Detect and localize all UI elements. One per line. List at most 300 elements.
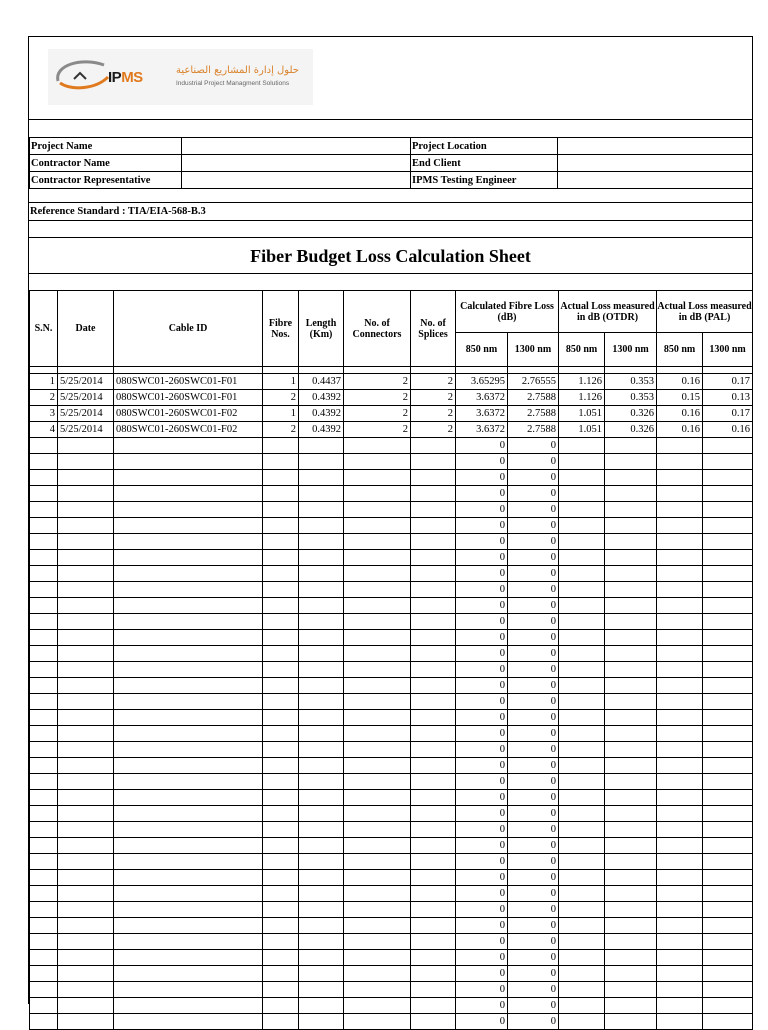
connectors-cell[interactable] [344, 470, 411, 486]
fibre-cell[interactable] [263, 454, 299, 470]
connectors-cell[interactable] [344, 774, 411, 790]
cable-id-cell[interactable] [114, 918, 263, 934]
pal-850-cell[interactable] [657, 822, 703, 838]
length-cell[interactable] [299, 886, 344, 902]
pal-850-cell[interactable] [657, 566, 703, 582]
connectors-cell[interactable] [344, 582, 411, 598]
length-cell[interactable]: 0.4392 [299, 422, 344, 438]
otdr-850-cell[interactable] [559, 966, 605, 982]
fibre-cell[interactable] [263, 630, 299, 646]
pal-1300-cell[interactable] [703, 534, 753, 550]
length-cell[interactable] [299, 550, 344, 566]
calc-850-cell[interactable]: 0 [456, 710, 508, 726]
fibre-cell[interactable] [263, 870, 299, 886]
date-cell[interactable] [58, 822, 114, 838]
cable-id-cell[interactable] [114, 550, 263, 566]
connectors-cell[interactable] [344, 454, 411, 470]
date-cell[interactable] [58, 982, 114, 998]
pal-1300-cell[interactable] [703, 694, 753, 710]
connectors-cell[interactable]: 2 [344, 374, 411, 390]
connectors-cell[interactable] [344, 518, 411, 534]
pal-850-cell[interactable] [657, 582, 703, 598]
fibre-cell[interactable]: 1 [263, 406, 299, 422]
sn-cell[interactable] [30, 438, 58, 454]
otdr-850-cell[interactable] [559, 902, 605, 918]
calc-850-cell[interactable]: 0 [456, 854, 508, 870]
calc-850-cell[interactable]: 0 [456, 950, 508, 966]
otdr-850-cell[interactable] [559, 534, 605, 550]
length-cell[interactable] [299, 726, 344, 742]
sn-cell[interactable] [30, 662, 58, 678]
length-cell[interactable] [299, 950, 344, 966]
sn-cell[interactable] [30, 822, 58, 838]
fibre-cell[interactable] [263, 534, 299, 550]
calc-850-cell[interactable]: 0 [456, 758, 508, 774]
connectors-cell[interactable] [344, 486, 411, 502]
otdr-850-cell[interactable] [559, 982, 605, 998]
splices-cell[interactable]: 2 [411, 422, 456, 438]
length-cell[interactable] [299, 998, 344, 1014]
calc-1300-cell[interactable]: 0 [508, 966, 559, 982]
length-cell[interactable] [299, 710, 344, 726]
fibre-cell[interactable] [263, 566, 299, 582]
date-cell[interactable] [58, 662, 114, 678]
fibre-cell[interactable] [263, 710, 299, 726]
otdr-1300-cell[interactable] [605, 502, 657, 518]
connectors-cell[interactable] [344, 838, 411, 854]
sn-cell[interactable] [30, 870, 58, 886]
otdr-850-cell[interactable] [559, 758, 605, 774]
otdr-1300-cell[interactable] [605, 550, 657, 566]
cable-id-cell[interactable] [114, 758, 263, 774]
otdr-850-cell[interactable] [559, 854, 605, 870]
connectors-cell[interactable] [344, 742, 411, 758]
length-cell[interactable]: 0.4392 [299, 406, 344, 422]
otdr-850-cell[interactable] [559, 486, 605, 502]
date-cell[interactable] [58, 774, 114, 790]
sn-cell[interactable] [30, 854, 58, 870]
pal-1300-cell[interactable] [703, 1014, 753, 1030]
date-cell[interactable] [58, 582, 114, 598]
contractor-rep-field[interactable] [182, 172, 411, 189]
pal-850-cell[interactable] [657, 454, 703, 470]
otdr-1300-cell[interactable]: 0.353 [605, 390, 657, 406]
pal-850-cell[interactable] [657, 758, 703, 774]
pal-1300-cell[interactable] [703, 614, 753, 630]
pal-1300-cell[interactable] [703, 710, 753, 726]
splices-cell[interactable] [411, 758, 456, 774]
date-cell[interactable] [58, 486, 114, 502]
pal-850-cell[interactable]: 0.16 [657, 374, 703, 390]
calc-850-cell[interactable]: 0 [456, 470, 508, 486]
sn-cell[interactable] [30, 518, 58, 534]
cable-id-cell[interactable] [114, 838, 263, 854]
calc-1300-cell[interactable]: 0 [508, 758, 559, 774]
sn-cell[interactable] [30, 614, 58, 630]
calc-850-cell[interactable]: 0 [456, 838, 508, 854]
connectors-cell[interactable] [344, 662, 411, 678]
otdr-1300-cell[interactable]: 0.326 [605, 406, 657, 422]
splices-cell[interactable] [411, 934, 456, 950]
date-cell[interactable] [58, 502, 114, 518]
length-cell[interactable] [299, 982, 344, 998]
date-cell[interactable] [58, 518, 114, 534]
calc-1300-cell[interactable]: 0 [508, 886, 559, 902]
connectors-cell[interactable] [344, 854, 411, 870]
otdr-1300-cell[interactable] [605, 998, 657, 1014]
splices-cell[interactable] [411, 662, 456, 678]
splices-cell[interactable] [411, 550, 456, 566]
otdr-1300-cell[interactable] [605, 934, 657, 950]
connectors-cell[interactable] [344, 614, 411, 630]
sn-cell[interactable] [30, 646, 58, 662]
splices-cell[interactable] [411, 614, 456, 630]
connectors-cell[interactable] [344, 918, 411, 934]
calc-850-cell[interactable]: 0 [456, 982, 508, 998]
calc-1300-cell[interactable]: 0 [508, 902, 559, 918]
cable-id-cell[interactable] [114, 950, 263, 966]
calc-1300-cell[interactable]: 0 [508, 710, 559, 726]
otdr-1300-cell[interactable] [605, 534, 657, 550]
otdr-850-cell[interactable] [559, 950, 605, 966]
splices-cell[interactable] [411, 566, 456, 582]
connectors-cell[interactable]: 2 [344, 422, 411, 438]
otdr-1300-cell[interactable] [605, 870, 657, 886]
length-cell[interactable] [299, 918, 344, 934]
fibre-cell[interactable]: 2 [263, 390, 299, 406]
splices-cell[interactable] [411, 438, 456, 454]
calc-850-cell[interactable]: 0 [456, 550, 508, 566]
calc-850-cell[interactable]: 0 [456, 790, 508, 806]
length-cell[interactable] [299, 582, 344, 598]
sn-cell[interactable] [30, 470, 58, 486]
splices-cell[interactable] [411, 726, 456, 742]
pal-850-cell[interactable] [657, 902, 703, 918]
splices-cell[interactable] [411, 518, 456, 534]
otdr-850-cell[interactable]: 1.126 [559, 390, 605, 406]
calc-1300-cell[interactable]: 0 [508, 694, 559, 710]
date-cell[interactable] [58, 438, 114, 454]
otdr-850-cell[interactable] [559, 694, 605, 710]
sn-cell[interactable] [30, 998, 58, 1014]
calc-1300-cell[interactable]: 0 [508, 1014, 559, 1030]
calc-850-cell[interactable]: 0 [456, 742, 508, 758]
calc-1300-cell[interactable]: 0 [508, 582, 559, 598]
calc-1300-cell[interactable]: 0 [508, 518, 559, 534]
otdr-850-cell[interactable] [559, 886, 605, 902]
calc-850-cell[interactable]: 0 [456, 726, 508, 742]
fibre-cell[interactable] [263, 982, 299, 998]
otdr-1300-cell[interactable] [605, 822, 657, 838]
length-cell[interactable] [299, 662, 344, 678]
fibre-cell[interactable]: 1 [263, 374, 299, 390]
calc-1300-cell[interactable]: 0 [508, 614, 559, 630]
splices-cell[interactable] [411, 742, 456, 758]
calc-1300-cell[interactable]: 0 [508, 454, 559, 470]
connectors-cell[interactable] [344, 502, 411, 518]
pal-1300-cell[interactable] [703, 678, 753, 694]
pal-1300-cell[interactable] [703, 742, 753, 758]
otdr-850-cell[interactable]: 1.051 [559, 406, 605, 422]
calc-850-cell[interactable]: 3.6372 [456, 422, 508, 438]
fibre-cell[interactable] [263, 950, 299, 966]
fibre-cell[interactable] [263, 966, 299, 982]
fibre-cell[interactable] [263, 678, 299, 694]
date-cell[interactable]: 5/25/2014 [58, 374, 114, 390]
pal-1300-cell[interactable] [703, 566, 753, 582]
date-cell[interactable] [58, 742, 114, 758]
cable-id-cell[interactable] [114, 694, 263, 710]
pal-1300-cell[interactable] [703, 982, 753, 998]
calc-850-cell[interactable]: 0 [456, 870, 508, 886]
calc-1300-cell[interactable]: 0 [508, 998, 559, 1014]
splices-cell[interactable] [411, 534, 456, 550]
date-cell[interactable] [58, 870, 114, 886]
pal-850-cell[interactable] [657, 886, 703, 902]
testing-engineer-field[interactable] [558, 172, 753, 189]
calc-1300-cell[interactable]: 0 [508, 566, 559, 582]
sn-cell[interactable] [30, 454, 58, 470]
fibre-cell[interactable] [263, 598, 299, 614]
otdr-1300-cell[interactable] [605, 758, 657, 774]
fibre-cell[interactable] [263, 742, 299, 758]
date-cell[interactable] [58, 470, 114, 486]
pal-1300-cell[interactable] [703, 758, 753, 774]
calc-850-cell[interactable]: 0 [456, 678, 508, 694]
calc-850-cell[interactable]: 0 [456, 822, 508, 838]
splices-cell[interactable] [411, 806, 456, 822]
sn-cell[interactable] [30, 678, 58, 694]
pal-1300-cell[interactable] [703, 966, 753, 982]
date-cell[interactable] [58, 646, 114, 662]
splices-cell[interactable] [411, 470, 456, 486]
length-cell[interactable] [299, 1014, 344, 1030]
length-cell[interactable] [299, 822, 344, 838]
calc-850-cell[interactable]: 0 [456, 598, 508, 614]
splices-cell[interactable] [411, 886, 456, 902]
calc-1300-cell[interactable]: 0 [508, 822, 559, 838]
sn-cell[interactable] [30, 726, 58, 742]
calc-850-cell[interactable]: 0 [456, 630, 508, 646]
calc-1300-cell[interactable]: 0 [508, 598, 559, 614]
pal-850-cell[interactable] [657, 838, 703, 854]
length-cell[interactable] [299, 470, 344, 486]
pal-1300-cell[interactable]: 0.13 [703, 390, 753, 406]
cable-id-cell[interactable] [114, 470, 263, 486]
pal-850-cell[interactable] [657, 614, 703, 630]
calc-1300-cell[interactable]: 0 [508, 726, 559, 742]
pal-850-cell[interactable] [657, 806, 703, 822]
pal-1300-cell[interactable] [703, 454, 753, 470]
otdr-1300-cell[interactable] [605, 566, 657, 582]
otdr-1300-cell[interactable] [605, 726, 657, 742]
otdr-850-cell[interactable] [559, 502, 605, 518]
otdr-850-cell[interactable] [559, 662, 605, 678]
sn-cell[interactable] [30, 758, 58, 774]
calc-1300-cell[interactable]: 0 [508, 502, 559, 518]
connectors-cell[interactable] [344, 758, 411, 774]
splices-cell[interactable] [411, 582, 456, 598]
fibre-cell[interactable]: 2 [263, 422, 299, 438]
splices-cell[interactable]: 2 [411, 374, 456, 390]
connectors-cell[interactable] [344, 950, 411, 966]
otdr-850-cell[interactable] [559, 1014, 605, 1030]
connectors-cell[interactable] [344, 694, 411, 710]
fibre-cell[interactable] [263, 774, 299, 790]
fibre-cell[interactable] [263, 502, 299, 518]
sn-cell[interactable] [30, 838, 58, 854]
pal-850-cell[interactable] [657, 1014, 703, 1030]
length-cell[interactable] [299, 518, 344, 534]
cable-id-cell[interactable]: 080SWC01-260SWC01-F02 [114, 406, 263, 422]
otdr-850-cell[interactable] [559, 838, 605, 854]
project-name-field[interactable] [182, 138, 411, 155]
otdr-850-cell[interactable] [559, 598, 605, 614]
fibre-cell[interactable] [263, 438, 299, 454]
otdr-850-cell[interactable] [559, 582, 605, 598]
pal-850-cell[interactable] [657, 726, 703, 742]
calc-850-cell[interactable]: 3.6372 [456, 390, 508, 406]
sn-cell[interactable] [30, 806, 58, 822]
cable-id-cell[interactable] [114, 822, 263, 838]
otdr-850-cell[interactable] [559, 518, 605, 534]
cable-id-cell[interactable] [114, 566, 263, 582]
otdr-1300-cell[interactable] [605, 886, 657, 902]
pal-1300-cell[interactable] [703, 582, 753, 598]
otdr-1300-cell[interactable] [605, 790, 657, 806]
length-cell[interactable] [299, 966, 344, 982]
splices-cell[interactable] [411, 454, 456, 470]
calc-1300-cell[interactable]: 0 [508, 630, 559, 646]
otdr-1300-cell[interactable] [605, 582, 657, 598]
cable-id-cell[interactable] [114, 454, 263, 470]
splices-cell[interactable] [411, 486, 456, 502]
length-cell[interactable] [299, 598, 344, 614]
calc-1300-cell[interactable]: 0 [508, 534, 559, 550]
sn-cell[interactable] [30, 886, 58, 902]
calc-1300-cell[interactable]: 0 [508, 550, 559, 566]
calc-1300-cell[interactable]: 0 [508, 854, 559, 870]
end-client-field[interactable] [558, 155, 753, 172]
length-cell[interactable] [299, 742, 344, 758]
otdr-850-cell[interactable] [559, 678, 605, 694]
pal-850-cell[interactable] [657, 534, 703, 550]
calc-1300-cell[interactable]: 0 [508, 934, 559, 950]
length-cell[interactable] [299, 502, 344, 518]
otdr-1300-cell[interactable] [605, 438, 657, 454]
pal-1300-cell[interactable] [703, 950, 753, 966]
otdr-1300-cell[interactable] [605, 470, 657, 486]
splices-cell[interactable] [411, 950, 456, 966]
sn-cell[interactable] [30, 742, 58, 758]
otdr-850-cell[interactable] [559, 806, 605, 822]
cable-id-cell[interactable] [114, 534, 263, 550]
otdr-1300-cell[interactable] [605, 902, 657, 918]
connectors-cell[interactable] [344, 982, 411, 998]
calc-1300-cell[interactable]: 0 [508, 486, 559, 502]
otdr-1300-cell[interactable] [605, 710, 657, 726]
calc-1300-cell[interactable]: 0 [508, 790, 559, 806]
fibre-cell[interactable] [263, 726, 299, 742]
length-cell[interactable] [299, 566, 344, 582]
sn-cell[interactable]: 2 [30, 390, 58, 406]
cable-id-cell[interactable] [114, 934, 263, 950]
calc-1300-cell[interactable]: 2.7588 [508, 390, 559, 406]
fibre-cell[interactable] [263, 470, 299, 486]
pal-1300-cell[interactable] [703, 998, 753, 1014]
connectors-cell[interactable] [344, 646, 411, 662]
connectors-cell[interactable] [344, 726, 411, 742]
connectors-cell[interactable] [344, 710, 411, 726]
pal-850-cell[interactable] [657, 774, 703, 790]
pal-850-cell[interactable] [657, 934, 703, 950]
otdr-850-cell[interactable] [559, 438, 605, 454]
cable-id-cell[interactable] [114, 742, 263, 758]
pal-1300-cell[interactable] [703, 598, 753, 614]
length-cell[interactable] [299, 774, 344, 790]
pal-1300-cell[interactable] [703, 646, 753, 662]
connectors-cell[interactable] [344, 806, 411, 822]
cable-id-cell[interactable]: 080SWC01-260SWC01-F01 [114, 374, 263, 390]
date-cell[interactable] [58, 886, 114, 902]
otdr-850-cell[interactable] [559, 646, 605, 662]
cable-id-cell[interactable] [114, 966, 263, 982]
otdr-1300-cell[interactable] [605, 918, 657, 934]
calc-850-cell[interactable]: 0 [456, 534, 508, 550]
calc-1300-cell[interactable]: 0 [508, 918, 559, 934]
length-cell[interactable] [299, 614, 344, 630]
otdr-1300-cell[interactable] [605, 742, 657, 758]
length-cell[interactable] [299, 454, 344, 470]
date-cell[interactable] [58, 806, 114, 822]
calc-850-cell[interactable]: 0 [456, 486, 508, 502]
otdr-850-cell[interactable] [559, 726, 605, 742]
date-cell[interactable]: 5/25/2014 [58, 390, 114, 406]
cable-id-cell[interactable] [114, 902, 263, 918]
splices-cell[interactable] [411, 502, 456, 518]
pal-1300-cell[interactable] [703, 806, 753, 822]
pal-1300-cell[interactable] [703, 822, 753, 838]
fibre-cell[interactable] [263, 902, 299, 918]
cable-id-cell[interactable] [114, 710, 263, 726]
sn-cell[interactable] [30, 486, 58, 502]
sn-cell[interactable]: 3 [30, 406, 58, 422]
connectors-cell[interactable] [344, 934, 411, 950]
cable-id-cell[interactable] [114, 614, 263, 630]
splices-cell[interactable] [411, 694, 456, 710]
splices-cell[interactable] [411, 646, 456, 662]
pal-850-cell[interactable] [657, 790, 703, 806]
calc-1300-cell[interactable]: 0 [508, 806, 559, 822]
sn-cell[interactable] [30, 1014, 58, 1030]
length-cell[interactable]: 0.4437 [299, 374, 344, 390]
calc-1300-cell[interactable]: 0 [508, 662, 559, 678]
calc-850-cell[interactable]: 0 [456, 918, 508, 934]
connectors-cell[interactable] [344, 678, 411, 694]
pal-1300-cell[interactable] [703, 518, 753, 534]
pal-850-cell[interactable] [657, 918, 703, 934]
calc-850-cell[interactable]: 0 [456, 454, 508, 470]
connectors-cell[interactable] [344, 902, 411, 918]
calc-1300-cell[interactable]: 0 [508, 438, 559, 454]
length-cell[interactable] [299, 630, 344, 646]
cable-id-cell[interactable] [114, 870, 263, 886]
cable-id-cell[interactable] [114, 806, 263, 822]
pal-1300-cell[interactable] [703, 918, 753, 934]
cable-id-cell[interactable] [114, 982, 263, 998]
splices-cell[interactable] [411, 918, 456, 934]
fibre-cell[interactable] [263, 934, 299, 950]
